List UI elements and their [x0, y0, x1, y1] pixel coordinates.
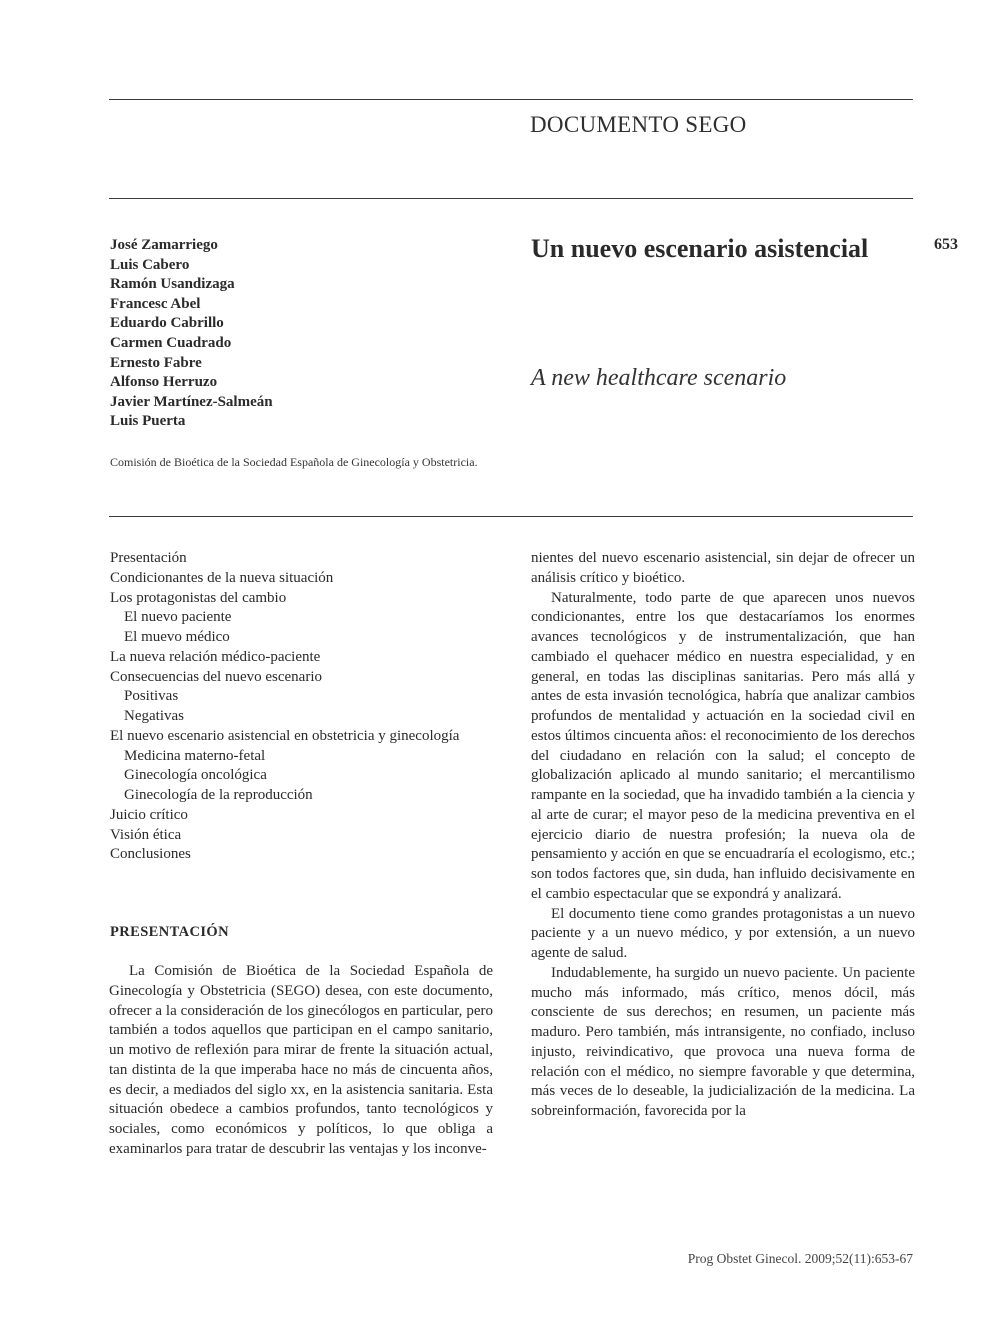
toc-item: Condicionantes de la nueva situación: [110, 569, 334, 586]
toc-subitem: Negativas: [124, 708, 184, 724]
author: Luis Cabero: [110, 256, 190, 273]
author: Carmen Cuadrado: [110, 334, 232, 351]
toc-subitem: El muevo médico: [124, 629, 230, 645]
author: Ernesto Fabre: [110, 354, 202, 371]
body-paragraph: Naturalmente, todo parte de que aparecen unos nuevos condicionantes, entre los que destacaríamos los enormes avances tecnológicos y de instrumentalización, que han cambiado el quehacer médico en nuestra especialidad, y en general, en todas las disciplinas sanitarias. Pero más allá y antes de esta invasión tecnológica, habría que analizar cambios profundos de mentalidad y actuación en la sociedad civil en estos últimos cincuenta años: el reconocimiento de los derechos del ciudadano en relación con la salud; el concepto de globalización aplicado al mundo sanitario; el mercantilismo rampante en la sociedad, que ha invadido también a la ciencia y al arte de curar; el mayor peso de la medicina preventiva en el ejercicio diario de nuestra profesión; la nueva ola de pensamiento y acción en que se encuadraría el ecologismo, etc.; son todos factores que, sin duda, han influido decisivamente en el cambio espectacular que se expondrá y analizará.: [531, 589, 915, 902]
toc-subitem: Ginecología de la reproducción: [124, 787, 313, 803]
body-paragraph: nientes del nuevo escenario asistencial, sin dejar de ofrecer un análisis crítico y bioético.: [531, 550, 915, 586]
author: José Zamarriego: [110, 237, 218, 253]
author: Alfonso Herruzo: [110, 374, 218, 391]
toc-item: La nueva relación médico-paciente: [110, 648, 321, 665]
table-of-contents: [110, 549, 494, 865]
article-subtitle: A new healthcare scenario: [531, 365, 787, 391]
author: Luis Puerta: [110, 413, 186, 430]
toc-item: Los protagonistas del cambio: [110, 589, 287, 606]
top-rule: [109, 99, 913, 100]
author: Francesc Abel: [110, 295, 201, 312]
right-column-body: [531, 549, 915, 1122]
toc-item: Juicio crítico: [110, 806, 188, 823]
header-bottom-rule: [109, 198, 913, 199]
section-heading: PRESENTACIÓN: [110, 924, 229, 940]
toc-item: Visión ética: [110, 826, 182, 843]
toc-item: Conclusiones: [110, 846, 191, 863]
footer-citation: Prog Obstet Ginecol. 2009;52(11):653-67: [687, 1251, 913, 1266]
body-paragraph: El documento tiene como grandes protagonistas a un nuevo paciente y a un nuevo médico, y por extensión, a un nuevo agente de salud.: [531, 905, 915, 961]
article-title: Un nuevo escenario asistencial: [531, 234, 869, 263]
toc-item: Consecuencias del nuevo escenario: [110, 668, 322, 685]
toc-item: El nuevo escenario asistencial en obstetricia y ginecología: [110, 727, 460, 744]
toc-item: Presentación: [110, 550, 187, 566]
toc-subitem: El nuevo paciente: [124, 609, 232, 626]
abstract-bottom-rule: [109, 516, 913, 517]
author: Javier Martínez-Salmeán: [110, 393, 273, 410]
toc-subitem: Medicina materno-fetal: [124, 747, 266, 764]
author: Ramón Usandizaga: [110, 276, 235, 293]
author-list: [110, 236, 273, 432]
body-paragraph: Indudablemente, ha surgido un nuevo paciente. Un paciente mucho más informado, más crítico, menos dócil, más consciente de sus derechos; en resumen, un paciente más maduro. Pero también, más intransigente, no confiado, incluso injusto, reivindicativo, que provoca una nueva forma de relación con el médico, no siempre favorable y que determina, más veces de lo deseable, la judicialización de la medicina. La sobreinformación, favorecida por la: [531, 964, 915, 1119]
section-label: DOCUMENTO SEGO: [530, 112, 747, 137]
toc-subitem: Positivas: [124, 688, 179, 705]
page-number: 653: [934, 236, 958, 253]
body-paragraph: La Comisión de Bioética de la Sociedad Española de Ginecología y Obstetricia (SEGO) desea, con este documento, ofrecer a la consideración de los ginecólogos en particular, pero también a todos aquellos que participan en el campo sanitario, un motivo de reflexión para mirar de frente la situación actual, tan distinta de la que imperaba hace no más de cincuenta años, es decir, a mediados del siglo xx, en la asistencia sanitaria. Esta situación obedece a cambios profundos, tanto tecnológicos y sociales, como económicos y políticos, lo que obliga a examinarlos para tratar de descubrir las ventajas y los inconve-: [109, 963, 493, 1157]
left-column-body: [109, 962, 493, 1160]
affiliation: Comisión de Bioética de la Sociedad Española de Ginecología y Obstetricia.: [110, 455, 478, 469]
author: Eduardo Cabrillo: [110, 315, 224, 332]
toc-subitem: Ginecología oncológica: [124, 767, 267, 784]
